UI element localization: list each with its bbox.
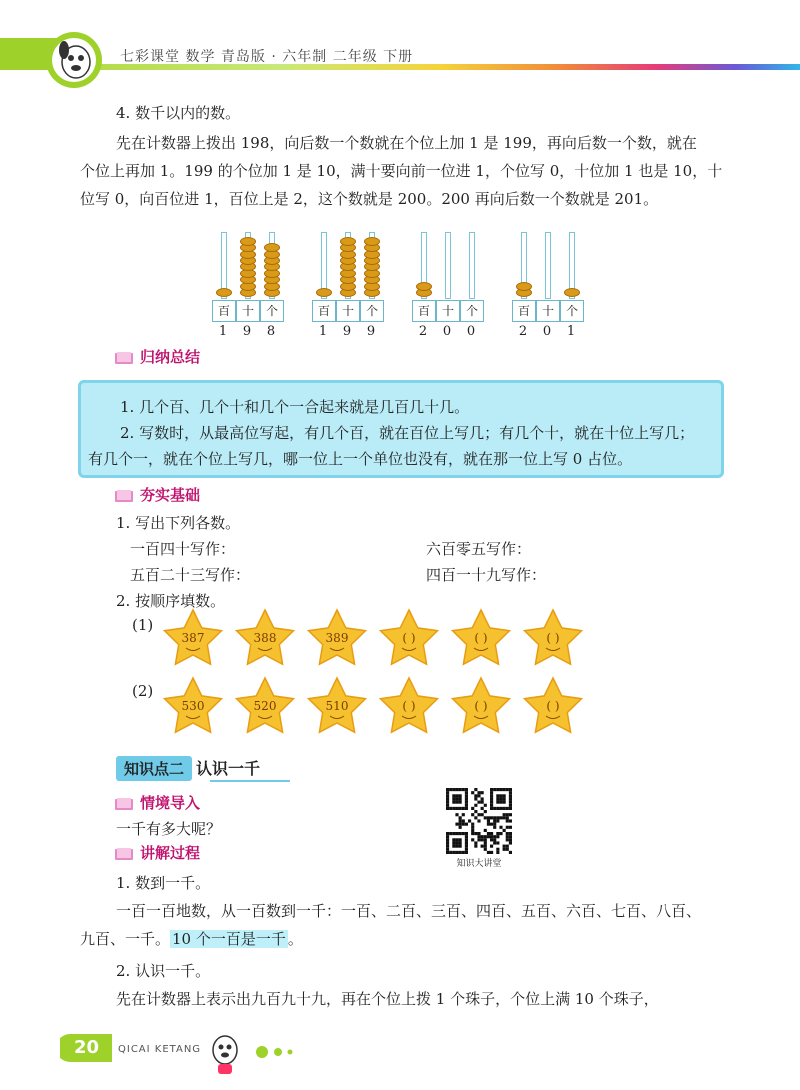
step-heading: 1. 数到一千。	[116, 874, 211, 892]
star-number: 510	[325, 699, 349, 713]
star-number: ( )	[474, 699, 488, 713]
place-label: 十	[536, 300, 560, 322]
intro-heading-label: 情境导入	[140, 794, 201, 812]
intro-heading	[114, 792, 200, 813]
explain-heading	[114, 842, 200, 863]
footer-brand: QICAI KETANG	[118, 1044, 202, 1055]
star-number: ( )	[474, 631, 488, 645]
star-number: ( )	[546, 699, 560, 713]
step-heading: 2. 认识一千。	[116, 962, 211, 980]
question: 1. 写出下列各数。	[116, 514, 241, 532]
abacus-digit: 2	[418, 324, 428, 339]
mascot-dog-footer-icon	[200, 1028, 250, 1078]
abacus-digit: 2	[518, 324, 528, 339]
knowledge-title: 认识一千	[196, 759, 261, 778]
summary-heading	[114, 346, 200, 367]
place-label: 个	[560, 300, 584, 322]
question-item: 四百一十九写作：	[426, 566, 547, 584]
text-span: 。	[287, 930, 303, 948]
star-row-1	[160, 608, 600, 668]
section-heading: 4. 数千以内的数。	[116, 104, 241, 122]
star-number: 387	[181, 631, 205, 645]
abacus-digit: 9	[366, 324, 376, 339]
abacus-digit: 9	[242, 324, 252, 339]
place-label: 十	[436, 300, 460, 322]
abacus-digit: 0	[466, 324, 476, 339]
book-icon	[114, 489, 134, 503]
knowledge-point-header	[116, 756, 260, 781]
mascot-dog-logo	[40, 28, 120, 92]
row-label: (1)	[132, 616, 154, 634]
paragraph-line	[80, 926, 303, 952]
question-item: 一百四十写作：	[130, 540, 236, 558]
abacus-bead	[240, 237, 256, 246]
summary-item: 2. 写数时，从最高位写起，有几个百，就在百位上写几；有几个十，就在十位上写几；	[120, 424, 695, 442]
abacus-rod	[469, 232, 475, 299]
book-icon	[114, 351, 134, 365]
place-label: 百	[412, 300, 436, 322]
abacus-digit: 1	[318, 324, 328, 339]
abacus-bead	[564, 288, 580, 297]
qr-code-icon[interactable]	[446, 788, 512, 854]
abacus-bead	[340, 237, 356, 246]
page-number: 20	[74, 1037, 100, 1058]
place-label: 个	[360, 300, 384, 322]
abacus-digit: 0	[442, 324, 452, 339]
paragraph-line: 先在计数器上表示出九百九十九，再在个位上拨 1 个珠子，个位上满 10 个珠子，	[116, 990, 659, 1008]
question-item: 六百零五写作：	[426, 540, 532, 558]
star-row-2	[160, 676, 600, 736]
basics-heading	[114, 484, 200, 505]
abacus-digit: 8	[266, 324, 276, 339]
book-icon	[114, 847, 134, 861]
intro-question: 一千有多大呢？	[116, 820, 222, 838]
abacus-rod	[545, 232, 551, 299]
place-label: 百	[312, 300, 336, 322]
star-number: 388	[253, 631, 277, 645]
qr-caption: 知识大讲堂	[456, 859, 502, 869]
abacus-digit: 0	[542, 324, 552, 339]
abacus-bead	[416, 282, 432, 291]
place-label: 个	[260, 300, 284, 322]
abacus-digit: 1	[566, 324, 576, 339]
place-label: 十	[236, 300, 260, 322]
place-label: 个	[460, 300, 484, 322]
basics-heading-label: 夯实基础	[140, 486, 201, 504]
text-span: 九百、一千。	[80, 930, 171, 948]
star-number: 520	[253, 699, 277, 713]
paragraph-line: 位写 0，向百位进 1，百位上是 2，这个数就是 200。200 再向后数一个数就是 201。	[80, 190, 659, 208]
abacus-rod	[445, 232, 451, 299]
footer-dots	[254, 1044, 304, 1060]
question: 2. 按顺序填数。	[116, 592, 226, 610]
row-label: (2)	[132, 682, 154, 700]
knowledge-underline	[210, 780, 290, 782]
place-label: 十	[336, 300, 360, 322]
summary-heading-label: 归纳总结	[140, 348, 201, 366]
summary-item: 1. 几个百、几个十和几个一合起来就是几百几十几。	[120, 398, 470, 416]
star-number: ( )	[546, 631, 560, 645]
star-number: ( )	[402, 699, 416, 713]
abacus-figures	[200, 222, 600, 342]
knowledge-tag: 知识点二	[116, 756, 192, 781]
question-item: 五百二十三写作：	[130, 566, 251, 584]
abacus-bead	[316, 288, 332, 297]
paragraph-line: 一百一百地数，从一百数到一千：一百、二百、三百、四百、五百、六百、七百、八百、	[116, 902, 702, 920]
abacus-bead	[516, 282, 532, 291]
paragraph-line: 先在计数器上拨出 198，向后数一个数就在个位上加 1 是 199，再向后数一个数，就在	[116, 134, 697, 152]
place-label: 百	[212, 300, 236, 322]
highlight-text: 10 个一百是一千	[172, 930, 286, 948]
abacus-digit: 9	[342, 324, 352, 339]
abacus-bead	[216, 288, 232, 297]
paragraph-line: 个位上再加 1。199 的个位加 1 是 10，满十要向前一位进 1，个位写 0，十位加 1 也是 10，十	[80, 162, 723, 180]
summary-item: 有几个一，就在个位上写几，哪一位上一个单位也没有，就在那一位上写 0 占位。	[88, 450, 633, 468]
book-icon	[114, 797, 134, 811]
star-number: ( )	[402, 631, 416, 645]
explain-heading-label: 讲解过程	[140, 844, 201, 862]
abacus-digit: 1	[218, 324, 228, 339]
star-number: 389	[325, 631, 349, 645]
star-number: 530	[181, 699, 205, 713]
header-title: 七彩课堂 数学 青岛版 · 六年制 二年级 下册	[120, 49, 414, 65]
place-label: 百	[512, 300, 536, 322]
abacus-bead	[364, 237, 380, 246]
